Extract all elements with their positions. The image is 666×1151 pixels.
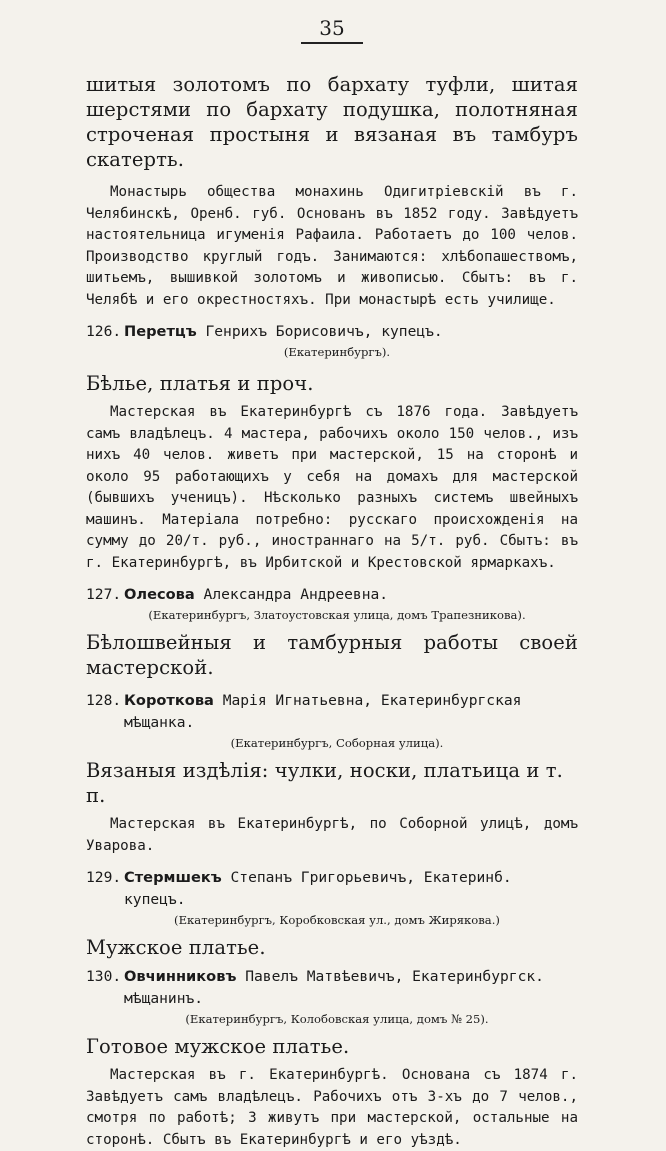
entry-address: (Екатеринбургъ). [283,345,391,359]
paragraph: Мастерская въ г. Екатеринбургѣ. Основана съ 1874 г. Завѣдуетъ самъ владѣлецъ. Рабочихъ отъ 3-хъ до 7 челов., смотря по работѣ; 3 живутъ при мастерской, остальные на сторонѣ. Сбытъ въ Екатеринбургѣ и его уѣздѣ. [86,1067,578,1148]
entry-name-rest: Павелъ Матвѣевичъ, Екатеринбургск. мѣщанинъ. [124,968,544,1007]
entry-128 [86,690,578,734]
entry-127 [86,584,578,606]
section-heading: Готовое мужское платье. [86,1035,350,1058]
entry-number: 126. [86,323,122,340]
entry-surname: Перетцъ [124,323,197,340]
entry-name-rest: Александра Андреевна. [194,586,389,603]
entry-number: 127. [86,586,122,603]
section-heading: Бѣлошвейныя и тамбурныя работы своей мастерской. [86,631,578,679]
section-heading: Вязаныя издѣлія: чулки, носки, платьица и т. п. [86,759,563,807]
entry-surname: Короткова [124,692,214,709]
paragraph: Мастерская въ Екатеринбургѣ съ 1876 года. Завѣдуетъ самъ владѣлецъ. 4 мастера, рабочихъ около 150 челов., изъ нихъ 40 челов. живетъ при мастерской, 15 на сторонѣ и около 95 работающихъ у себя на домахъ для мастерской (бывшихъ ученицъ). Нѣсколько разныхъ системъ швейныхъ машинъ. Матеріала потребно: русскаго происхожденія на сумму до 20/т. руб., иностраннаго на 5/т. руб. Сбытъ: въ г. Екатеринбургѣ, въ Ирбитской и Крестовской ярмаркахъ. [86,404,578,571]
entry-address: (Екатеринбургъ, Колобовская улица, домъ № 25). [185,1012,489,1026]
entry-126 [86,321,578,343]
entry-number: 128. [86,692,122,709]
entry-name-rest: Генрихъ Борисовичъ, купецъ. [196,323,443,340]
entry-130 [86,966,578,1010]
section-heading: Бѣлье, платья и проч. [86,372,314,395]
page-number: 35 [301,16,362,44]
paragraph: Монастырь общества монахинь Одигитріевскій въ г. Челябинскѣ, Оренб. губ. Основанъ въ 1852 году. Завѣдуетъ настоятельница игуменія Рафаила. Работаетъ до 100 челов. Производство круглый годъ. Занимаются: хлѣбопашествомъ, шитьемъ, вышивкой золотомъ и живописью. Сбытъ: въ г. Челябѣ и его окрестностяхъ. При монастырѣ есть училище. [86,184,578,308]
entry-address: (Екатеринбургъ, Коробковская ул., домъ Жирякова.) [174,913,500,927]
entry-surname: Стермшекъ [124,869,222,886]
entry-address: (Екатеринбургъ, Златоустовская улица, домъ Трапезникова). [148,608,526,622]
entry-surname: Олесова [124,586,195,603]
entry-surname: Овчинниковъ [124,968,237,985]
entry-number: 129. [86,869,122,886]
entry-number: 130. [86,968,122,985]
section-heading: Мужское платье. [86,936,266,959]
entry-name-rest: Марія Игнатьевна, Екатеринбургская мѣщанка. [124,692,522,731]
page-header [86,0,578,56]
entry-address: (Екатеринбургъ, Соборная улица). [230,736,444,750]
section-heading: шитыя золотомъ по бархату туфли, шитая шерстями по бархату подушка, полотняная строченая простыня и вязаная въ тамбуръ скатерть. [86,73,578,171]
entry-name-rest: Степанъ Григорьевичъ, Екатеринб. купецъ. [124,869,512,908]
paragraph: Мастерская въ Екатеринбургѣ, по Соборной улицѣ, домъ Уварова. [86,816,578,854]
entry-129 [86,867,578,911]
